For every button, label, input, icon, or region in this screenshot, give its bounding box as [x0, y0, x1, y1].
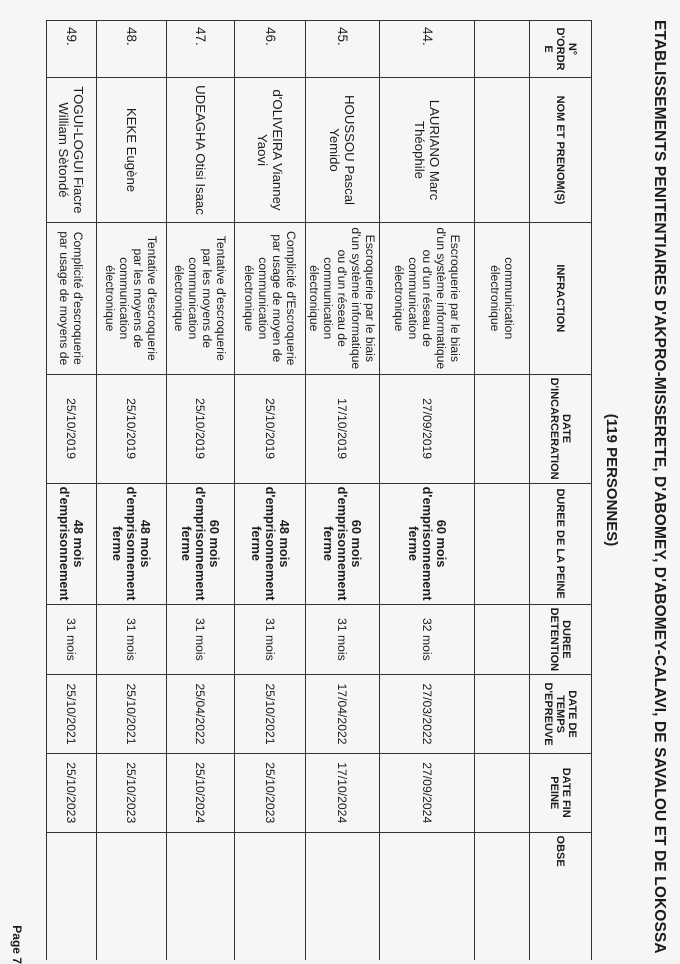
header-infraction: INFRACTION [530, 222, 592, 374]
row-duree-peine: 60 mois d'emprisonnement ferme [167, 483, 235, 604]
row-date-incarceration: 27/09/2019 [380, 374, 475, 483]
page-number: Page 7 [10, 925, 24, 964]
row-obs [380, 832, 475, 960]
row-duree-peine: 48 mois d'emprisonnement ferme [97, 483, 167, 604]
table-row [475, 21, 530, 961]
header-num: N° D'ORDR E [530, 21, 592, 78]
row-infraction: Escroquerie par le biais d'un système informatique ou d'un réseau de communication électronique [380, 222, 475, 374]
row-number: 44. [380, 21, 475, 78]
header-duree-peine: DUREE DE LA PEINE [530, 483, 592, 604]
document-title: ETABLISSEMENTS PENITENTIAIRES D'AKPRO-MISSERETE, D'ABOMEY, D'ABOMEY-CALAVI, DE SAVALOU ET DE LOKOSSA [651, 20, 668, 954]
row-duree-detention: 32 mois [380, 604, 475, 675]
row-duree-detention: 31 mois [47, 604, 97, 675]
row-infraction: Complicité d'Escroquerie par usage de moyen de communication électronique [235, 222, 306, 374]
row-date-epreuve: 27/03/2022 [380, 675, 475, 754]
row-date-incarceration [475, 374, 530, 483]
row-date-epreuve: 25/10/2021 [235, 675, 306, 754]
table-row [97, 21, 167, 961]
row-duree-peine: 48 mois d'emprisonnement [47, 483, 97, 604]
row-date-epreuve: 25/10/2021 [97, 675, 167, 754]
row-number: 45. [306, 21, 380, 78]
row-infraction: Escroquerie par le biais d'un système informatique ou d'un réseau de communication électronique [306, 222, 380, 374]
row-date-fin: 25/10/2024 [167, 753, 235, 832]
header-duree-detention: DUREE DETENTION [530, 604, 592, 675]
row-name: LAURIANO Marc Théophile [380, 78, 475, 223]
row-date-epreuve: 25/10/2021 [47, 675, 97, 754]
table-row [47, 21, 97, 961]
detainee-table [46, 20, 592, 960]
row-name: d'OLIVEIRA Vianney Yaovi [235, 78, 306, 223]
row-duree-peine: 60 mois d'emprisonnement ferme [306, 483, 380, 604]
header-date-incarceration: DATE D'INCARCERATION [530, 374, 592, 483]
row-duree-detention: 31 mois [167, 604, 235, 675]
row-duree-detention: 31 mois [97, 604, 167, 675]
row-date-incarceration: 25/10/2019 [167, 374, 235, 483]
row-obs [235, 832, 306, 960]
row-name: TOGUI-LOGUI Fiacre William Sètondé [47, 78, 97, 223]
row-date-epreuve: 25/04/2022 [167, 675, 235, 754]
row-date-fin [475, 753, 530, 832]
row-date-fin: 25/10/2023 [47, 753, 97, 832]
header-obs: OBSE [530, 832, 592, 960]
row-date-fin: 17/10/2024 [306, 753, 380, 832]
row-date-incarceration: 17/10/2019 [306, 374, 380, 483]
row-duree-peine: 48 mois d'emprisonnement ferme [235, 483, 306, 604]
row-name: HOUSSOU Pascal Yemido [306, 78, 380, 223]
row-infraction: Tentative d'escroquerie par les moyens de communication électronique [167, 222, 235, 374]
row-duree-detention: 31 mois [235, 604, 306, 675]
header-date-fin: DATE FIN PEINE [530, 753, 592, 832]
row-infraction: communication électronique [475, 222, 530, 374]
table-row [167, 21, 235, 961]
row-duree-peine [475, 483, 530, 604]
header-name: NOM ET PRENOM(S) [530, 78, 592, 223]
table-row [306, 21, 380, 961]
row-duree-peine: 60 mois d'emprisonnement ferme [380, 483, 475, 604]
table-row [380, 21, 475, 961]
table-row [235, 21, 306, 961]
row-date-incarceration: 25/10/2019 [47, 374, 97, 483]
row-number: 47. [167, 21, 235, 78]
row-date-incarceration: 25/10/2019 [235, 374, 306, 483]
row-duree-detention [475, 604, 530, 675]
row-number: 46. [235, 21, 306, 78]
row-number: 49. [47, 21, 97, 78]
row-obs [47, 832, 97, 960]
row-duree-detention: 31 mois [306, 604, 380, 675]
row-date-incarceration: 25/10/2019 [97, 374, 167, 483]
header-date-epreuve: DATE DE TEMPS D'EPREUVE [530, 675, 592, 754]
row-name [475, 78, 530, 223]
row-obs [306, 832, 380, 960]
row-number [475, 21, 530, 78]
row-infraction: Tentative d'escroquerie par les moyens de communication électronique [97, 222, 167, 374]
row-date-fin: 25/10/2023 [97, 753, 167, 832]
header-row [530, 21, 592, 961]
row-obs [167, 832, 235, 960]
document-subtitle: (119 PERSONNES) [603, 413, 620, 547]
row-obs [97, 832, 167, 960]
row-date-fin: 27/09/2024 [380, 753, 475, 832]
row-number: 48. [97, 21, 167, 78]
row-date-epreuve [475, 675, 530, 754]
row-name: UDEAGHA Otisi Isaac [167, 78, 235, 223]
row-name: KEKE Eugène [97, 78, 167, 223]
row-date-fin: 25/10/2023 [235, 753, 306, 832]
row-infraction: Complicité d'escroquerie par usage de moyens de [47, 222, 97, 374]
row-date-epreuve: 17/04/2022 [306, 675, 380, 754]
row-obs [475, 832, 530, 960]
